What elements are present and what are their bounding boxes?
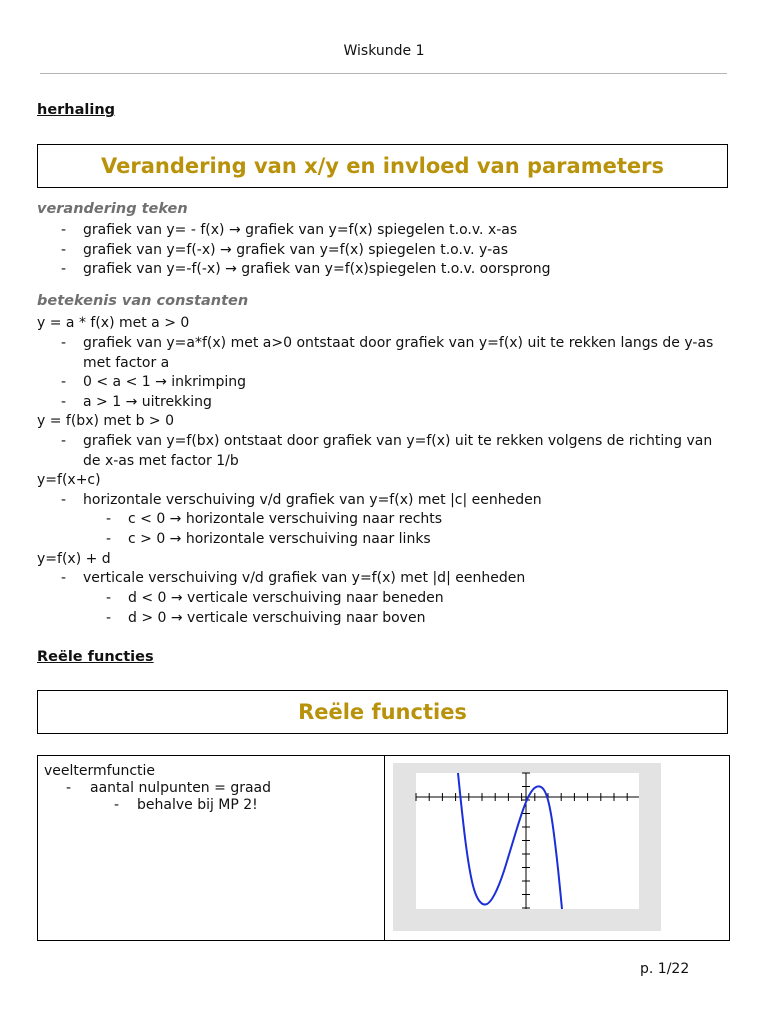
title-box-parameters-text: Verandering van x/y en invloed van parameters [101, 154, 664, 178]
heading-herhaling: herhaling [37, 102, 116, 118]
bullet-dash: - [61, 261, 67, 277]
cell-title: veeltermfunctie [44, 763, 156, 779]
rule-a: y = a * f(x) met a > 0 [37, 315, 190, 331]
list-item: grafiek van y=a*f(x) met a>0 ontstaat door grafiek van y=f(x) uit te rekken langs de y-as met factor a [83, 335, 714, 371]
bullet-dash: - [61, 222, 67, 238]
rule-d: y=f(x) + d [37, 551, 111, 567]
list-item: grafiek van y=f(bx) ontstaat door grafiek van y=f(x) uit te rekken volgens de richting van de x-as met factor 1/b [83, 433, 713, 469]
polynomial-graph [393, 763, 661, 931]
bullet-dash: - [106, 531, 112, 547]
bullet-dash: - [114, 797, 120, 813]
header-title: Wiskunde 1 [343, 43, 425, 59]
bullet-dash: - [106, 610, 112, 626]
heading-reele-functies: Reële functies [37, 649, 154, 665]
list-item: a > 1 → uitrekking [83, 394, 212, 410]
header-rule [40, 73, 727, 74]
bullet-dash: - [61, 335, 67, 351]
list-item: behalve bij MP 2! [137, 797, 258, 813]
bullet-dash: - [61, 374, 67, 390]
list-item: horizontale verschuiving v/d grafiek van y=f(x) met |c| eenheden [83, 492, 542, 508]
list-item: aantal nulpunten = graad [90, 780, 272, 796]
title-box-reele-text: Reële functies [298, 700, 467, 724]
bullet-dash: - [61, 570, 67, 586]
list-item: c < 0 → horizontale verschuiving naar rechts [128, 511, 443, 527]
list-item: verticale verschuiving v/d grafiek van y=f(x) met |d| eenheden [83, 570, 526, 586]
bullet-dash: - [106, 511, 112, 527]
list-item: d < 0 → verticale verschuiving naar beneden [128, 590, 444, 606]
table-cell-graph [385, 756, 730, 941]
table-row [38, 756, 730, 941]
list-item: c > 0 → horizontale verschuiving naar links [128, 531, 431, 547]
page-number: p. 1/22 [640, 961, 690, 977]
subheading-betekenis-constanten: betekenis van constanten [37, 293, 249, 309]
bullet-dash: - [61, 492, 67, 508]
bullet-dash: - [66, 780, 72, 796]
bullet-dash: - [61, 394, 67, 410]
bullet-dash: - [61, 242, 67, 258]
list-item: grafiek van y=-f(-x) → grafiek van y=f(x)spiegelen t.o.v. oorsprong [83, 261, 551, 277]
table-cell-text [38, 756, 385, 941]
rule-b: y = f(bx) met b > 0 [37, 413, 175, 429]
list-item: d > 0 → verticale verschuiving naar boven [128, 610, 426, 626]
polynomial-graph-image [393, 763, 661, 931]
rule-c: y=f(x+c) [37, 472, 101, 488]
list-item: grafiek van y=f(-x) → grafiek van y=f(x) spiegelen t.o.v. y-as [83, 242, 509, 258]
subheading-verandering-teken: verandering teken [37, 201, 188, 217]
title-box-parameters [37, 144, 728, 188]
list-item: 0 < a < 1 → inkrimping [83, 374, 246, 390]
bullet-dash: - [106, 590, 112, 606]
title-box-reele [37, 690, 728, 734]
bullet-dash: - [61, 433, 67, 449]
list-item: grafiek van y= - f(x) → grafiek van y=f(x) spiegelen t.o.v. x-as [83, 222, 518, 238]
functions-table [37, 755, 730, 941]
